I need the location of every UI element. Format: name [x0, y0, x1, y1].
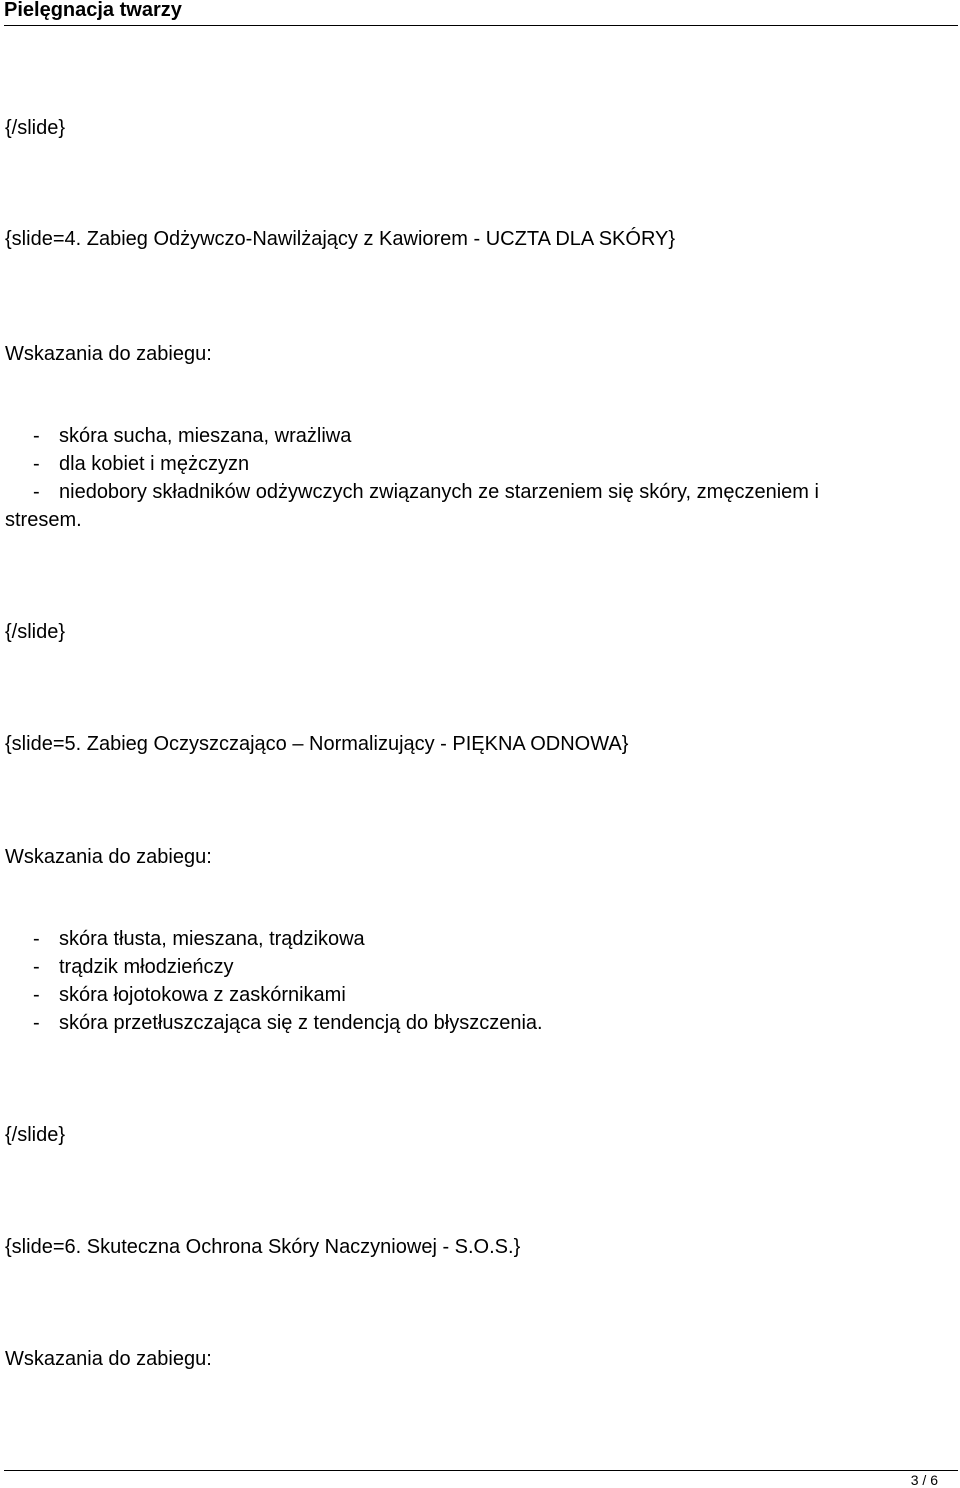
page-number: 3 / 6 [910, 1472, 938, 1488]
slide-5-list-item [33, 1009, 543, 1037]
list-dash: - [33, 984, 40, 1006]
slide-4-list-item [33, 422, 351, 450]
slide-5-list-item [33, 981, 346, 1009]
slide-4-list-item [33, 478, 819, 506]
list-item-text: trądzik młodzieńczy [59, 956, 234, 978]
list-item-text: dla kobiet i mężczyzn [59, 453, 250, 475]
list-dash: - [33, 1012, 40, 1034]
slide-5-indications-heading: Wskazania do zabiegu: [5, 846, 212, 868]
slide-end-tag: {/slide} [5, 1124, 66, 1146]
list-item-text: skóra tłusta, mieszana, trądzikowa [59, 928, 365, 950]
list-dash: - [33, 425, 40, 447]
footer-divider [4, 1470, 958, 1471]
slide-end-tag: {/slide} [5, 117, 66, 139]
slide-6-indications-heading: Wskazania do zabiegu: [5, 1348, 212, 1370]
slide-5-title: {slide=5. Zabieg Oczyszczająco – Normalizujący - PIĘKNA ODNOWA} [5, 733, 629, 755]
slide-4-title: {slide=4. Zabieg Odżywczo-Nawilżający z Kawiorem - UCZTA DLA SKÓRY} [5, 228, 676, 250]
list-dash: - [33, 453, 40, 475]
document-header-title: Pielęgnacja twarzy [4, 0, 182, 21]
slide-4-indications-heading: Wskazania do zabiegu: [5, 343, 212, 365]
slide-4-list-continuation: stresem. [5, 509, 82, 531]
list-dash: - [33, 481, 40, 503]
list-dash: - [33, 956, 40, 978]
list-dash: - [33, 928, 40, 950]
slide-5-list-item [33, 925, 365, 953]
list-item-text: skóra łojotokowa z zaskórnikami [59, 984, 346, 1006]
slide-4-list-item [33, 450, 249, 478]
list-item-text: skóra przetłuszczająca się z tendencją do błyszczenia. [59, 1012, 543, 1034]
slide-6-title: {slide=6. Skuteczna Ochrona Skóry Naczyniowej - S.O.S.} [5, 1236, 521, 1258]
list-item-text: niedobory składników odżywczych związanych ze starzeniem się skóry, zmęczeniem i [59, 481, 819, 503]
header-divider [4, 25, 958, 26]
list-item-text: skóra sucha, mieszana, wrażliwa [59, 425, 352, 447]
slide-5-list-item [33, 953, 234, 981]
slide-end-tag: {/slide} [5, 621, 66, 643]
